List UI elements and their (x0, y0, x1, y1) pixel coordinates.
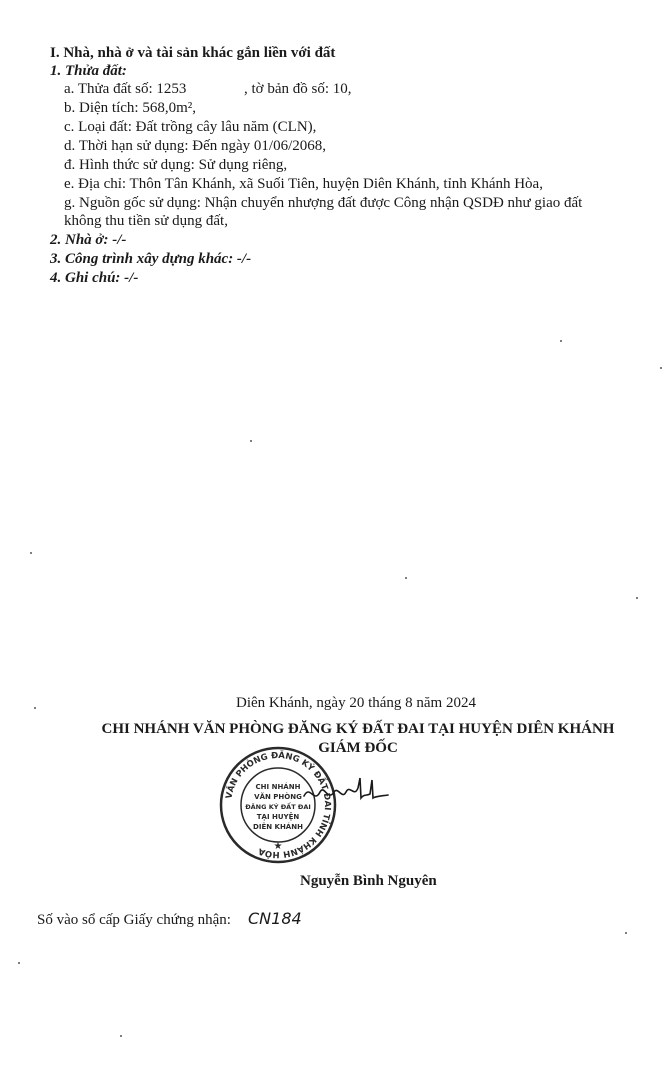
registry-label: Số vào sổ cấp Giấy chứng nhận: (37, 912, 231, 928)
signer-name: Nguyễn Bình Nguyên (300, 873, 437, 889)
date-line: Diên Khánh, ngày 20 tháng 8 năm 2024 (236, 695, 476, 711)
land-area: b. Diện tích: 568,0m², (64, 100, 196, 116)
parcel-number: a. Thửa đất số: 1253 (64, 81, 187, 97)
usage-form: đ. Hình thức sử dụng: Sử dụng riêng, (64, 157, 288, 173)
land-address: e. Địa chỉ: Thôn Tân Khánh, xã Suối Tiên, huyện Diên Khánh, tỉnh Khánh Hòa, (64, 176, 543, 192)
office-name: CHI NHÁNH VĂN PHÒNG ĐĂNG KÝ ĐẤT ĐAI TẠI HUYỆN DIÊN KHÁNH (101, 721, 615, 737)
note-item: 4. Ghi chú: -/- (50, 270, 139, 286)
other-works-item: 3. Công trình xây dựng khác: -/- (50, 251, 252, 267)
section-heading: I. Nhà, nhà ở và tài sản khác gắn liền với đất (50, 45, 336, 61)
land-origin-line2: không thu tiền sử dụng đất, (64, 213, 228, 229)
land-parcel-title: 1. Thửa đất: (50, 63, 127, 79)
map-sheet-number: , tờ bản đồ số: 10, (244, 81, 352, 97)
land-origin-line1: g. Nguồn gốc sử dụng: Nhận chuyển nhượng đất được Công nhận QSDĐ như giao đất (64, 195, 583, 211)
house-item: 2. Nhà ở: -/- (50, 232, 127, 248)
land-type: c. Loại đất: Đất trồng cây lâu năm (CLN), (64, 119, 317, 135)
handwritten-signature (300, 774, 390, 814)
svg-text:★: ★ (273, 841, 283, 852)
svg-text:VĂN PHÒNG ĐĂNG KÝ ĐẤT ĐAI TỈNH: VĂN PHÒNG ĐĂNG KÝ ĐẤT ĐAI TỈNH KHÁNH HÒA (224, 750, 333, 860)
svg-text:DIÊN KHÁNH: DIÊN KHÁNH (253, 823, 303, 831)
registry-number: CN184 (248, 909, 302, 928)
usage-term: d. Thời hạn sử dụng: Đến ngày 01/06/2068, (64, 138, 327, 154)
svg-text:TẠI HUYỆN: TẠI HUYỆN (256, 813, 300, 821)
position-title: GIÁM ĐỐC (318, 740, 398, 756)
svg-text:CHI NHÁNH: CHI NHÁNH (255, 783, 301, 791)
svg-text:ĐĂNG KÝ ĐẤT ĐAI: ĐĂNG KÝ ĐẤT ĐAI (245, 803, 311, 811)
svg-text:VĂN PHÒNG: VĂN PHÒNG (254, 793, 302, 801)
